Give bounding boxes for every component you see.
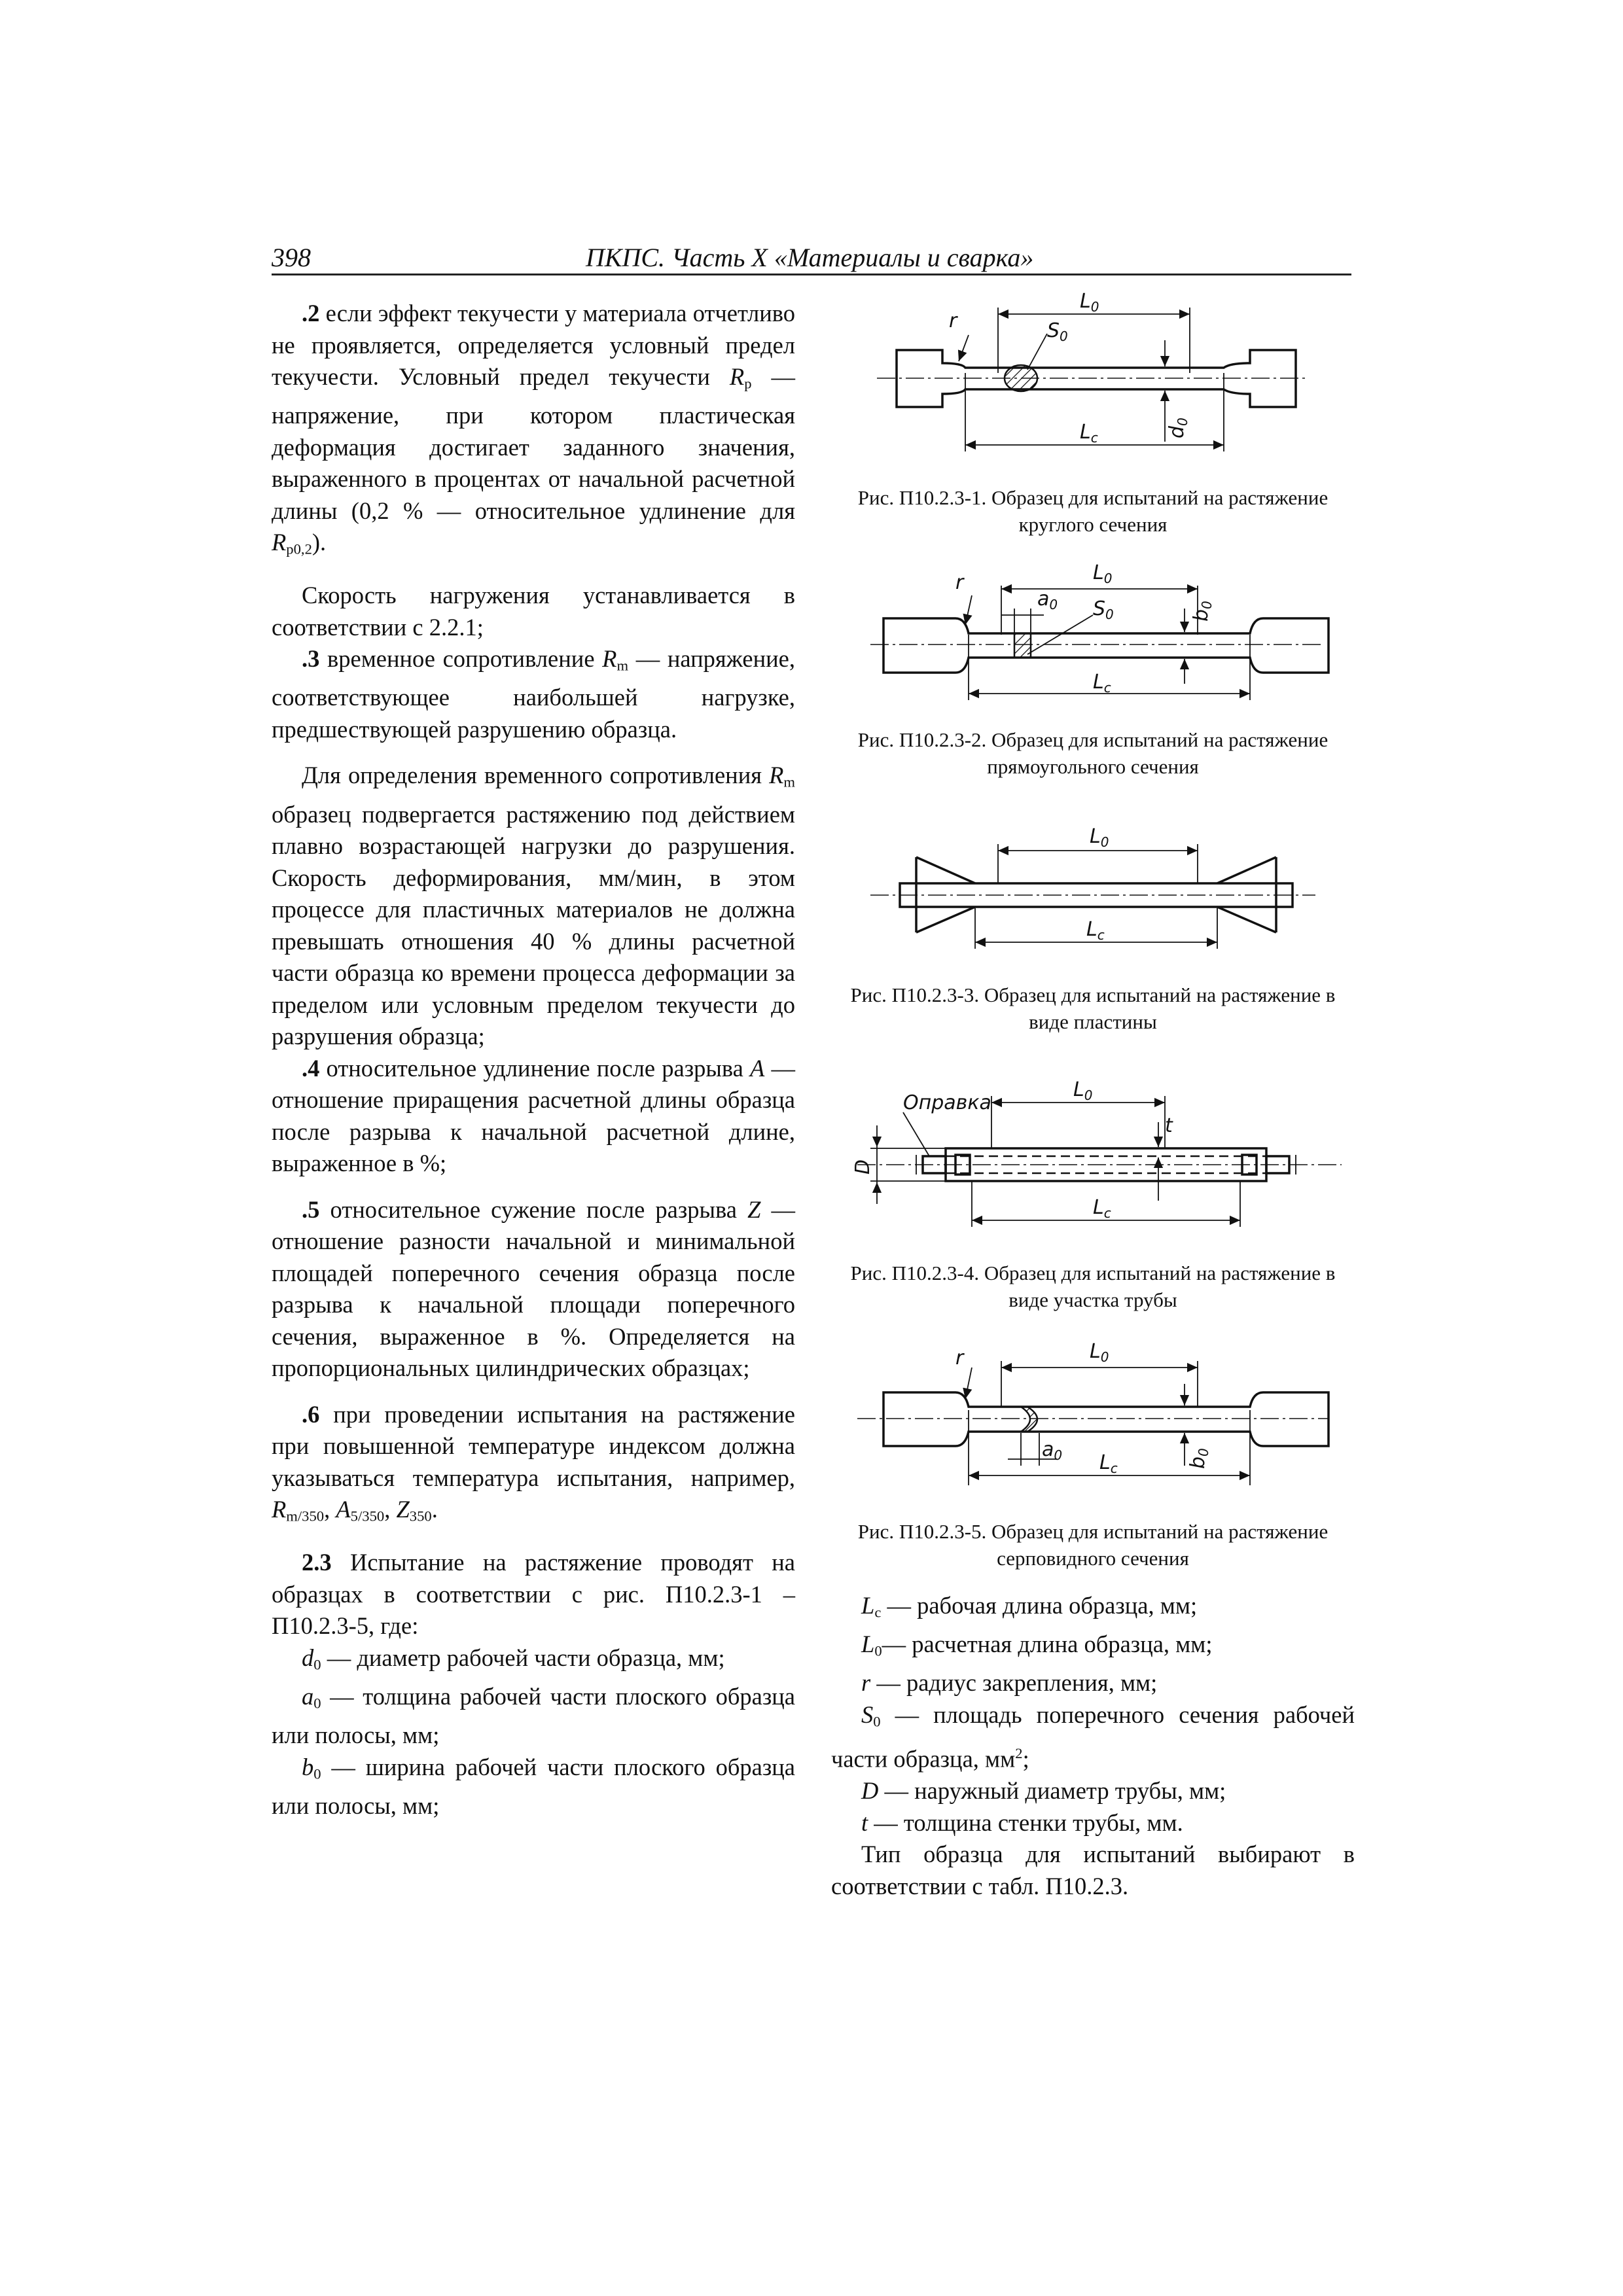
label-lc: $L_c$ bbox=[1093, 1196, 1111, 1221]
figure-caption: Рис. П10.2.3-5. Образец для испытаний на растяжение серповидного сечения bbox=[857, 1520, 1329, 1570]
label-lc: $L_c$ bbox=[1093, 671, 1111, 696]
paragraph-rm-determination: Для определения временного сопротивления $R_m$ образец подвергается растяжению под действием плавно возрастающей нагрузки до разрушения. Скорость деформирования, мм/мин, в этом процессе для пластичных материалов не должна превышать отношения 40 % длины расчетной части образца ко времени процесса деформации за пределом или условным пределом текучести до разрушения образца; bbox=[272, 762, 795, 1050]
paragraph-tensile-strength: .3 временное сопротивление $R_m$ — напряжение, соответствующее наибольшей нагрузке, предшествующей разрушению образца. bbox=[272, 645, 795, 743]
figure-tube-specimen bbox=[831, 1057, 1355, 1313]
label-d0: $d_0$ bbox=[1166, 417, 1190, 438]
label-l0: $L_0$ bbox=[1093, 561, 1113, 586]
round-specimen-drawing bbox=[831, 281, 1355, 478]
definition-a0: $a_0$ — толщина рабочей части плоского образца или полосы, мм; bbox=[272, 1682, 795, 1749]
label-b0: $b_0$ bbox=[1186, 1448, 1211, 1469]
paragraph-yield-offset: .2 если эффект текучести у материала отчетливо не проявляется, определяется условный предел текучести. Условный предел текучести $R_p$ — напряжение, при котором пластическая деформация достигает заданного значения, выраженного в процентах от начальной расчетной длины (0,2 % — относительное удлинение для $R_{p0,2}$). bbox=[272, 300, 795, 557]
definition-l0: $L_0—$ расчетная длина образца, мм; bbox=[861, 1631, 1213, 1659]
figure-rectangular-specimen bbox=[831, 550, 1355, 780]
label-lc: $L_c$ bbox=[1080, 421, 1098, 446]
definition-b0: $b_0$ — ширина рабочей части плоского образца или полосы, мм; bbox=[272, 1753, 795, 1819]
rectangular-specimen-drawing bbox=[831, 550, 1355, 720]
right-column bbox=[831, 1590, 1355, 1902]
figure-caption: Рис. П10.2.3-3. Образец для испытаний на растяжение в виде пластины bbox=[850, 983, 1336, 1033]
definition-t: t — толщина стенки трубы, мм. bbox=[861, 1809, 1183, 1836]
label-s0: $S_0$ bbox=[1093, 597, 1114, 622]
crescent-specimen-drawing bbox=[831, 1328, 1355, 1511]
label-a0: $a_0$ bbox=[1037, 588, 1058, 612]
definition-r: r — радиус закрепления, мм; bbox=[861, 1669, 1158, 1697]
label-l0: $L_0$ bbox=[1073, 1078, 1093, 1103]
definition-lc: $L_c$ — рабочая длина образца, мм; bbox=[861, 1592, 1198, 1621]
label-a0: $a_0$ bbox=[1042, 1438, 1063, 1463]
paragraph-loading-speed: Скорость нагружения устанавливается в соответствии с 2.2.1; bbox=[272, 582, 795, 641]
label-s0: $S_0$ bbox=[1047, 319, 1068, 344]
figure-crescent-specimen bbox=[831, 1328, 1355, 1572]
definition-d0: $d_0$ — диаметр рабочей части образца, мм; bbox=[302, 1644, 725, 1673]
label-l0: $L_0$ bbox=[1090, 825, 1109, 850]
paragraph-section-2-3: 2.3 Испытание на растяжение проводят на образцах в соответствии с рис. П10.2.3-1 – П10.2.3-5, где: bbox=[272, 1549, 795, 1640]
figure-round-specimen bbox=[831, 281, 1355, 538]
label-l0: $L_0$ bbox=[1090, 1340, 1109, 1365]
definition-d: D — наружный диаметр трубы, мм; bbox=[861, 1777, 1226, 1805]
label-r: r bbox=[955, 571, 964, 594]
definition-s0: $S_0$ — площадь поперечного сечения рабочей части образца, $мм^2$; bbox=[831, 1701, 1355, 1773]
page-number: 398 bbox=[272, 243, 311, 272]
label-l0: $L_0$ bbox=[1080, 290, 1099, 315]
label-lc: $L_c$ bbox=[1086, 918, 1105, 943]
paragraph-elevated-temperature: .6 при проведении испытания на растяжение при повышенной температуре индексом должна указываться температура испытания, например, $R_{m/350}$, $A_{5/350}$, $Z_{350}$. bbox=[272, 1400, 795, 1525]
label-d: D bbox=[851, 1159, 874, 1174]
running-title: ПКПС. Часть X «Материалы и сварка» bbox=[586, 243, 1034, 272]
label-t: t bbox=[1165, 1114, 1173, 1137]
left-column bbox=[272, 298, 795, 1822]
page-header bbox=[272, 242, 1351, 275]
figure-caption: Рис. П10.2.3-1. Образец для испытаний на растяжение круглого сечения bbox=[857, 486, 1329, 536]
label-lc: $L_c$ bbox=[1099, 1451, 1118, 1476]
label-r: r bbox=[955, 1347, 964, 1369]
plate-specimen-drawing bbox=[831, 818, 1355, 975]
label-mandrel: Оправка bbox=[903, 1091, 991, 1114]
figure-caption: Рис. П10.2.3-2. Образец для испытаний на растяжение прямоугольного сечения bbox=[857, 728, 1329, 778]
tube-specimen-drawing bbox=[831, 1057, 1355, 1253]
label-r: r bbox=[949, 309, 957, 332]
paragraph-specimen-type: Тип образца для испытаний выбирают в соответствии с табл. П10.2.3. bbox=[831, 1841, 1355, 1899]
label-b0: $b_0$ bbox=[1190, 601, 1215, 622]
figure-plate-specimen bbox=[831, 818, 1355, 1035]
paragraph-elongation: .4 относительное удлинение после разрыва A — отношение приращения расчетной длины образца после разрыва к начальной расчетной длине, выраженное в %; bbox=[272, 1054, 796, 1177]
paragraph-reduction-of-area: .5 относительное сужение после разрыва Z — отношение разности начальной и минимальной площадей поперечного сечения образца после разрыва к начальной площади поперечного сечения, выраженное в %. Определяется на пропорциональных цилиндрических образцах; bbox=[272, 1195, 795, 1382]
figure-caption: Рис. П10.2.3-4. Образец для испытаний на растяжение в виде участка трубы bbox=[850, 1262, 1336, 1311]
